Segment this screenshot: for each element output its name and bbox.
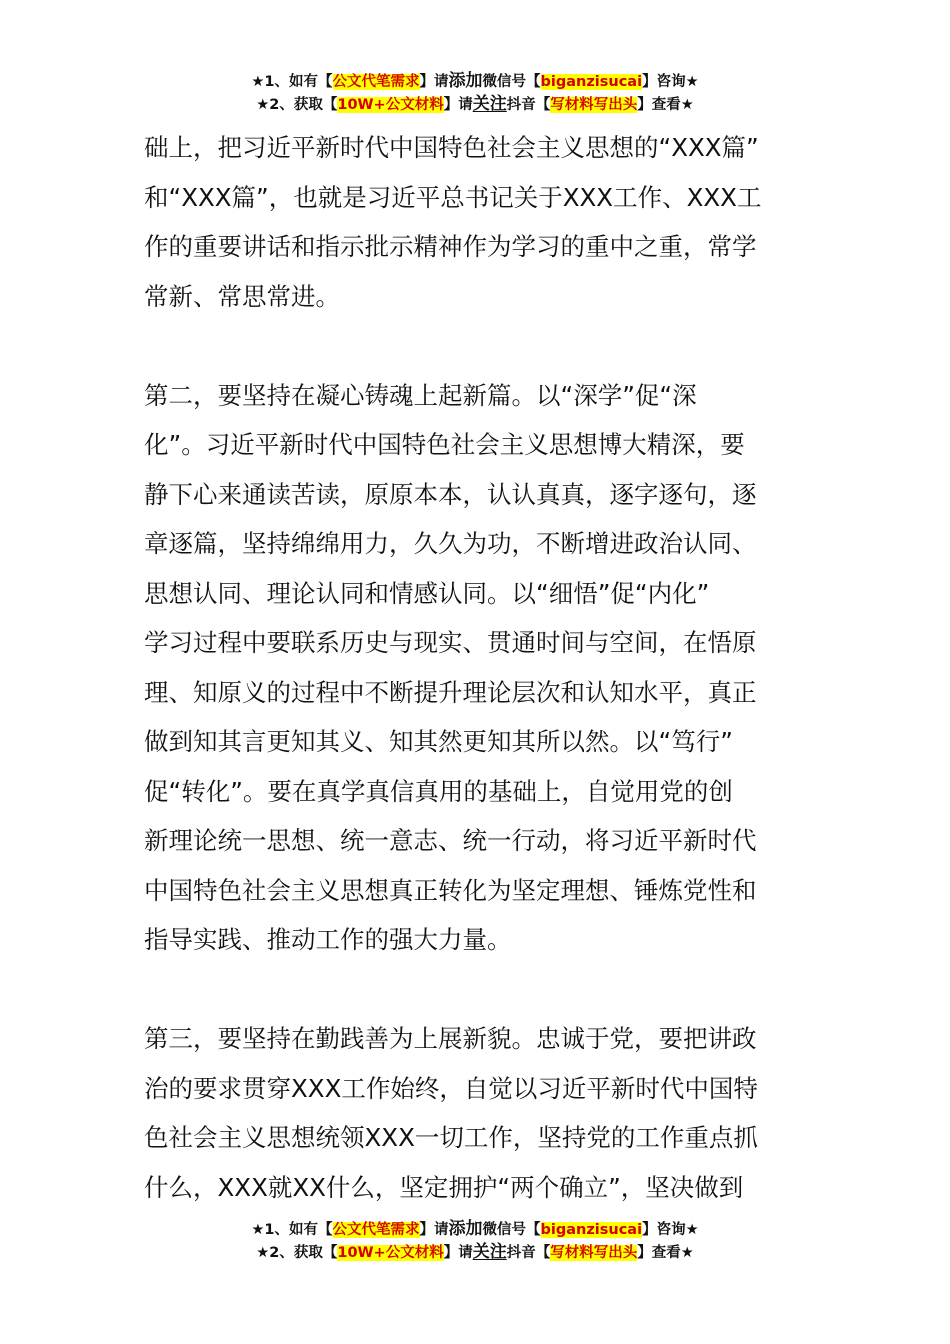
text-line: 静下心来通读苦读，原原本本，认认真真，逐字逐句，逐 [144, 479, 757, 509]
paragraph-gap [144, 965, 814, 1015]
promo-line-1: ★1、如有【公文代笔需求】请添加微信号【biganzisucai】咨询★ [251, 1219, 699, 1239]
promo-highlight: 10W+公文材料 [337, 97, 444, 113]
text-line: 思想认同、理论认同和情感认同。以“细悟”促“内化” [144, 578, 710, 608]
promo-highlight: 公文代笔需求 [332, 1222, 420, 1238]
header-promo-banner [0, 70, 950, 116]
promo-douyin-id: 写材料写出头 [550, 1245, 638, 1261]
promo-wechat-id: biganzisucai [540, 74, 643, 90]
text-line: 和“XXX篇”，也就是习近平总书记关于XXX工作、XXX工 [144, 182, 762, 212]
text-line: 促“转化”。要在真学真信真用的基础上，自觉用党的创 [144, 776, 733, 806]
text-line: 章逐篇，坚持绵绵用力，久久为功，不断增进政治认同、 [144, 529, 757, 558]
text-line: 什么，XXX就XX什么，坚定拥护“两个确立”，坚决做到 [144, 1172, 744, 1202]
text-line: 第二，要坚持在凝心铸魂上起新篇。以“深学”促“深 [144, 380, 697, 410]
promo-line-1: ★1、如有【公文代笔需求】请添加微信号【biganzisucai】咨询★ [251, 71, 699, 91]
text-line: 中国特色社会主义思想真正转化为坚定理想、锤炼党性和 [144, 875, 757, 905]
promo-line-2: ★2、获取【10W+公文材料】请关注抖音【写材料写出头】查看★ [256, 1242, 694, 1262]
text-line: 化”。习近平新时代中国特色社会主义思想博大精深，要 [144, 430, 745, 459]
text-line: 指导实践、推动工作的强大力量。 [144, 925, 512, 954]
footer-promo-banner [0, 1218, 950, 1264]
text-line: 常新、常思常进。 [144, 281, 340, 311]
text-line: 理、知原义的过程中不断提升理论层次和认知水平，真正 [144, 677, 757, 707]
text-line: 学习过程中要联系历史与现实、贯通时间与空间，在悟原 [144, 628, 757, 657]
text-line: 础上，把习近平新时代中国特色社会主义思想的“XXX篇” [144, 133, 759, 162]
text-line: 做到知其言更知其义、知其然更知其所以然。以“笃行” [144, 727, 733, 756]
document-body [144, 123, 814, 1212]
promo-highlight: 10W+公文材料 [337, 1245, 444, 1261]
promo-wechat-id: biganzisucai [540, 1222, 643, 1238]
text-line: 作的重要讲话和指示批示精神作为学习的重中之重，常学 [144, 232, 757, 261]
text-line: 治的要求贯穿XXX工作始终，自觉以习近平新时代中国特 [144, 1073, 758, 1103]
text-line: 第三，要坚持在勤践善为上展新貌。忠诚于党，要把讲政 [144, 1024, 757, 1053]
paragraph-gap [144, 321, 814, 371]
promo-highlight: 公文代笔需求 [332, 74, 420, 90]
text-line: 新理论统一思想、统一意志、统一行动，将习近平新时代 [144, 826, 757, 855]
promo-douyin-id: 写材料写出头 [550, 97, 638, 113]
promo-line-2: ★2、获取【10W+公文材料】请关注抖音【写材料写出头】查看★ [256, 94, 694, 114]
text-line: 色社会主义思想统领XXX一切工作，坚持党的工作重点抓 [144, 1123, 758, 1152]
